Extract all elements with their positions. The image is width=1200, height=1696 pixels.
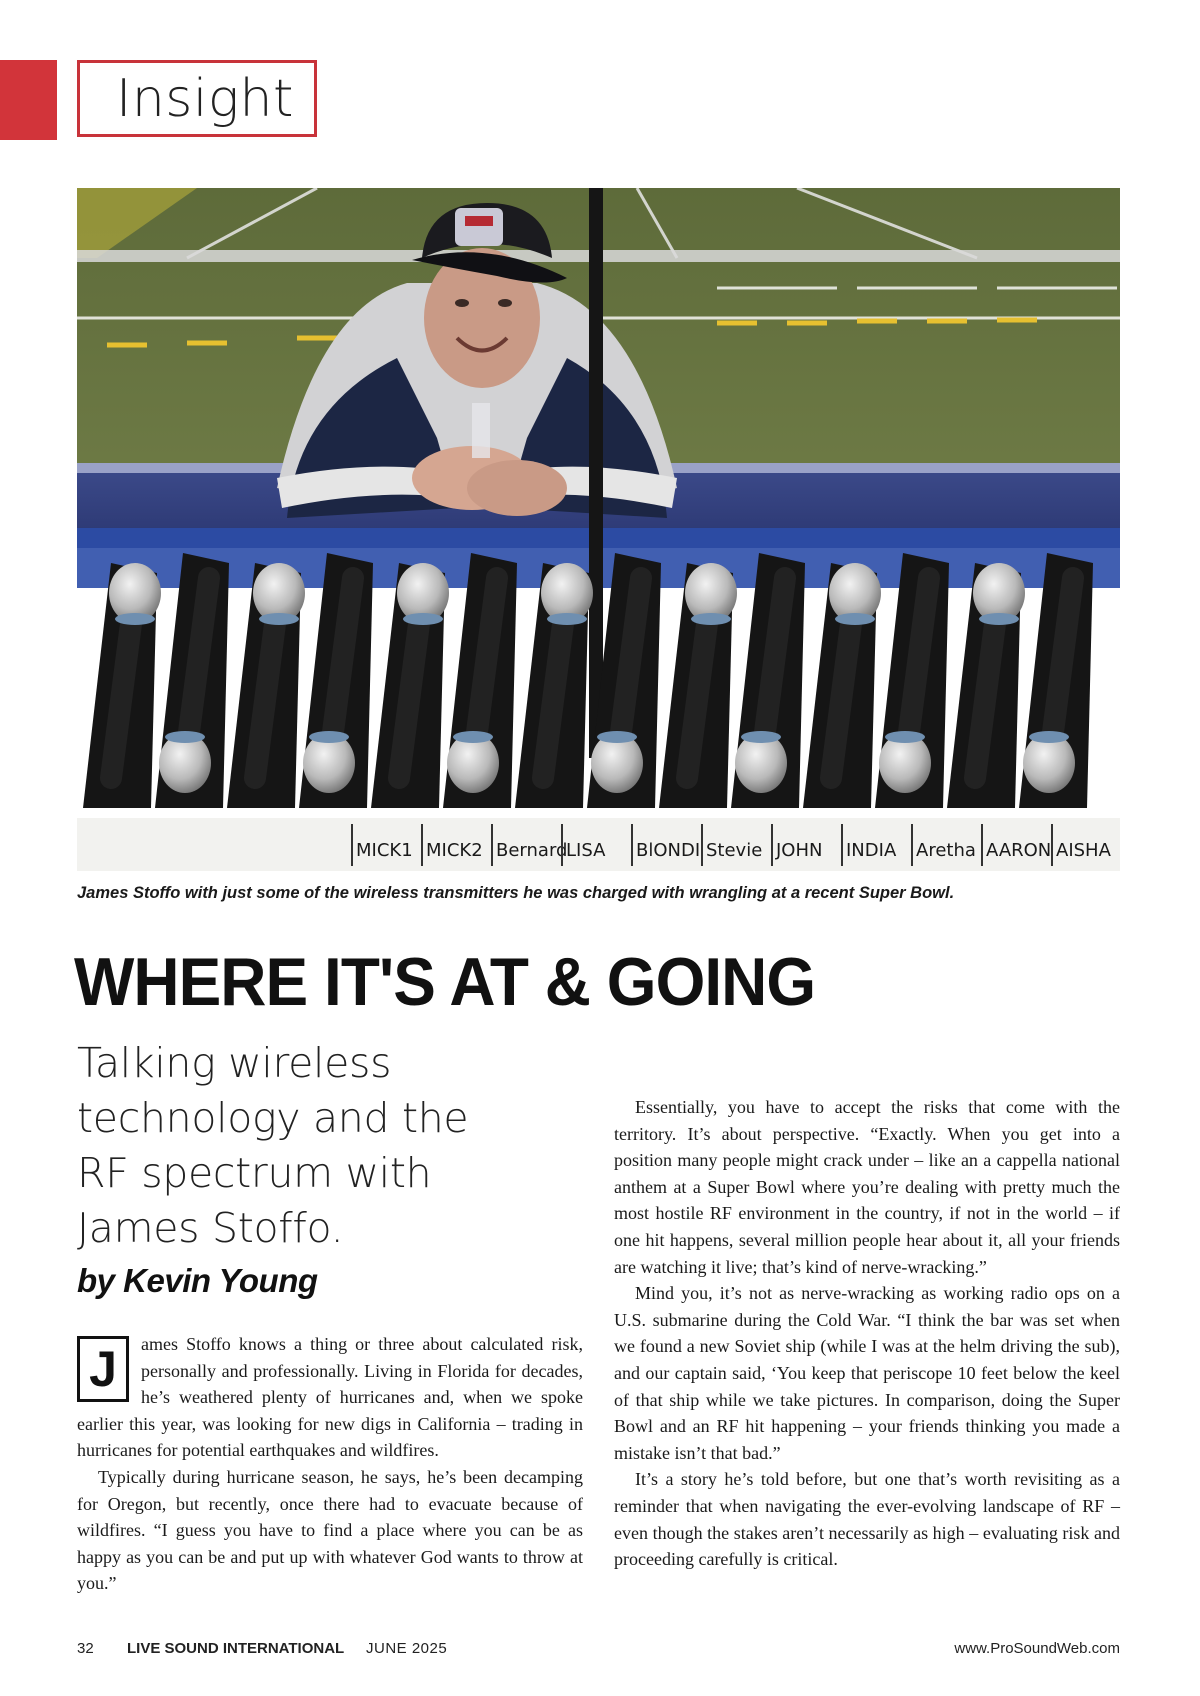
microphone bbox=[515, 563, 593, 808]
microphone-row bbox=[83, 553, 1093, 808]
article-column-right bbox=[614, 1094, 1120, 1573]
strip-label: INDIA bbox=[846, 840, 897, 861]
strip-label: Bernard bbox=[496, 840, 568, 861]
microphone bbox=[443, 553, 517, 808]
strip-label: MICK2 bbox=[426, 840, 483, 861]
article-paragraph-5: It’s a story he’s told before, but one that’s worth revisiting as a reminder that when navigating the ever-evolving landscape of RF – even though the stakes aren’t necessarily as high – evaluating risk and proceeding carefully is critical. bbox=[614, 1469, 1120, 1570]
article-paragraph-3: Essentially, you have to accept the risks that come with the territory. It’s about perspective. “Exactly. When you get into a position many people might crack under – like an a cappella national anthem at a Super Bowl where you’re dealing with pretty much the most hostile RF environment in the country, if not in the world – if one hit happens, several million people hear about it, all your friends are watching it live; that’s kind of nerve-wracking.” bbox=[614, 1097, 1120, 1277]
photo-caption: James Stoffo with just some of the wireless transmitters he was charged with wrangling at a recent Super Bowl. bbox=[77, 884, 955, 902]
article-paragraph-2: Typically during hurricane season, he says, he’s been decamping for Oregon, but recently, once there had to evacuate because of wildfires. “I guess you have to find a place where you can be as happy as you can be and put up with whatever God wants to throw at you.” bbox=[77, 1466, 583, 1594]
strip-label: JOHN bbox=[776, 840, 823, 861]
article-paragraph-4: Mind you, it’s not as nerve-wracking as working radio ops on a U.S. submarine during the Cold War. “I think the bar was set when we found a new Soviet ship (while I was at the helm driving the sub), and our captain said, ‘You keep that periscope 10 feet below the keel of that ship while we take pictures. In comparison, doing the Super Bowl and an RF hit happening – your friends thinking you made a mistake isn’t that bad.” bbox=[614, 1283, 1120, 1463]
paragraph-1-text: ames Stoffo knows a thing or three about calculated risk, personally and professionally. Living in Florida for decades, he’s weathered plenty of hurricanes and, when we spoke earlier this year, was looking for new digs in California – trading in hurricanes for potential earthquakes and wildfires. bbox=[77, 1334, 583, 1461]
strip-label: Aretha bbox=[916, 840, 976, 861]
strip-label: LISA bbox=[566, 840, 606, 861]
footer-issue-date: JUNE 2025 bbox=[366, 1640, 448, 1657]
article-subhead: Talking wireless technology and the RF spectrum with James Stoffo. bbox=[77, 1039, 469, 1252]
strip-label: AARON bbox=[986, 840, 1052, 861]
strip-label: BlONDI bbox=[636, 840, 701, 861]
microphone bbox=[299, 553, 373, 808]
section-color-tab bbox=[0, 60, 57, 140]
drop-cap: J bbox=[77, 1336, 129, 1402]
microphone bbox=[731, 553, 805, 808]
microphone bbox=[803, 563, 881, 808]
section-label bbox=[77, 60, 317, 137]
strip-label: Stevie bbox=[706, 840, 763, 861]
microphone bbox=[83, 563, 161, 808]
article-column-left bbox=[77, 1331, 583, 1597]
article-byline: by Kevin Young bbox=[77, 1262, 318, 1299]
strip-label: MICK1 bbox=[356, 840, 413, 861]
microphone bbox=[1019, 553, 1093, 808]
mic-stand-pole bbox=[589, 188, 603, 758]
photo-illustration bbox=[77, 188, 1120, 871]
article-paragraph-1 bbox=[77, 1331, 583, 1464]
microphone bbox=[659, 563, 737, 808]
section-label-text: Insight bbox=[116, 68, 294, 129]
footer-page-number: 32 bbox=[77, 1640, 94, 1657]
microphone bbox=[155, 553, 229, 808]
microphone bbox=[371, 563, 449, 808]
article-photo bbox=[77, 188, 1120, 871]
strip-label: AISHA bbox=[1056, 840, 1111, 861]
footer-website[interactable]: www.ProSoundWeb.com bbox=[954, 1640, 1120, 1657]
footer-magazine-name: LIVE SOUND INTERNATIONAL bbox=[127, 1640, 345, 1657]
article-headline: WHERE IT'S AT & GOING bbox=[74, 944, 816, 1020]
microphone bbox=[947, 563, 1025, 808]
microphone bbox=[227, 563, 305, 808]
microphone bbox=[875, 553, 949, 808]
